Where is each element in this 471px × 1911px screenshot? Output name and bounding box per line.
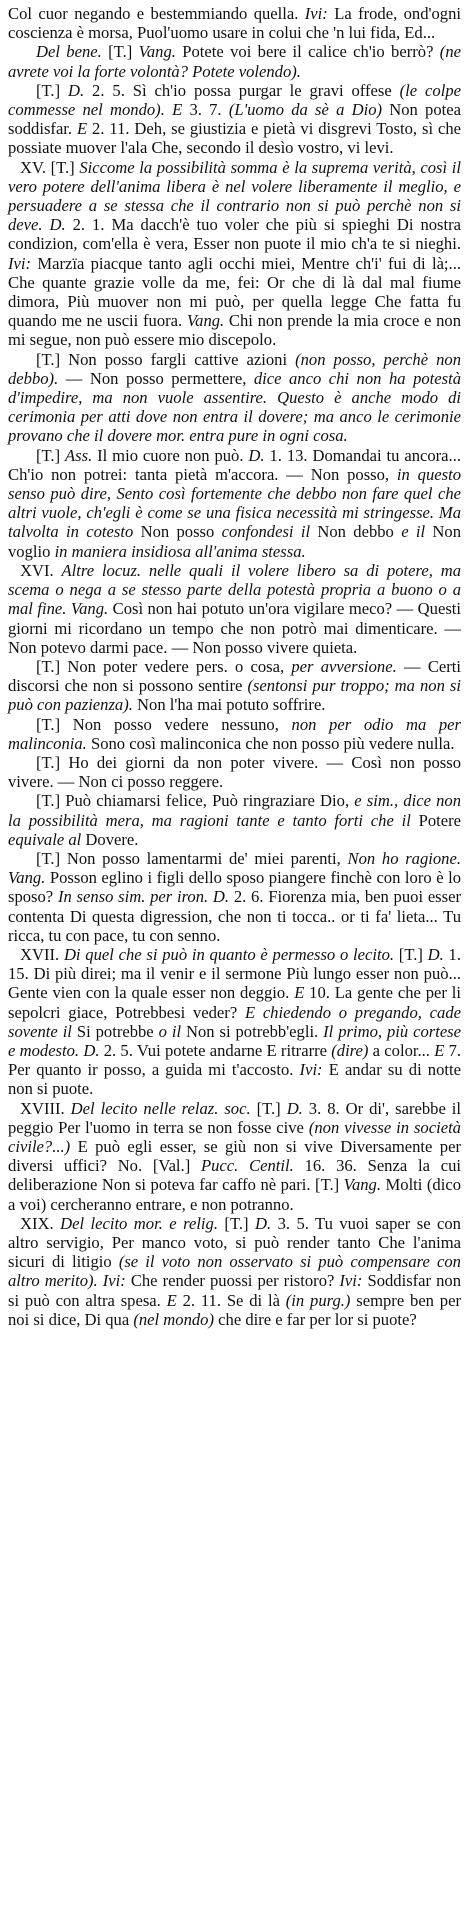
text-run: [T.] Ho dei giorni da non poter vivere. — Così non posso vivere. — Non ci posso reggere.	[8, 752, 461, 792]
paragraph	[8, 158, 461, 350]
text-run: [T.]	[36, 445, 66, 465]
text-run: — Non posso permettere,	[58, 368, 254, 388]
italic-text: Ivi:	[8, 253, 32, 273]
italic-text: in maniera insidiosa all'anima stessa.	[54, 541, 306, 561]
italic-text: Vang.	[186, 311, 225, 331]
italic-text: (non posso, perchè non debbo).	[8, 349, 461, 388]
italic-text: Sento così fortemente che debbo non fare quel che altri vuole, ch'egli è come se una fisica necessità mi stringesse. Ma talvolta in cotesto	[8, 484, 461, 542]
text-run: [T.]	[101, 42, 139, 62]
paragraph	[8, 657, 461, 715]
italic-text: Ivi:	[339, 1271, 363, 1291]
italic-text: D.	[248, 445, 265, 465]
text-run: Così non hai potuto un'ora vigilare meco? — Questi giorni mi ricordano un tempo che non potrò mai dimenticare. — Non potevo darmi pace. — Non posso vivere quieta.	[8, 599, 461, 657]
italic-text: Ivi:	[299, 1060, 323, 1080]
text-run: [T.]	[250, 1098, 287, 1118]
text-run: E può egli esser, se giù non si vive Diversamente per diversi uffici? No. [Val.]	[8, 1136, 461, 1176]
italic-text: Vang.	[343, 1175, 382, 1195]
text-run: Sono così malinconica che non posso più vedere nulla.	[86, 733, 455, 753]
italic-text: D.	[254, 1213, 272, 1233]
paragraph	[8, 446, 461, 561]
paragraph	[8, 4, 461, 42]
text-run: XVII.	[20, 944, 64, 964]
text-run: Soddisfar non si può con altra spesa.	[8, 1271, 462, 1310]
text-run: Potere	[410, 810, 461, 830]
text-run: E andar su di notte non si puote.	[8, 1060, 461, 1099]
text-run: 1. 15. Di più direi; ma il venir e il sermone Più lungo esser non può... Gente vien con la quale esser non deggio.	[8, 944, 462, 1003]
italic-text: (nel mondo)	[133, 1309, 215, 1329]
paragraph	[8, 350, 461, 446]
text-run: XVI.	[20, 560, 62, 580]
text-run: Non si potrebb'egli.	[181, 1021, 324, 1041]
text-run: 3. 8. Or di', sarebbe il peggio Per l'uomo in terra se non fosse cive	[8, 1098, 462, 1137]
text-run: — Certi discorsi che non si possono sentire	[8, 656, 461, 696]
paragraph	[8, 1214, 461, 1329]
text-run: Non debbo	[310, 522, 402, 542]
text-run: Si potrebbe	[71, 1021, 159, 1041]
italic-text: E	[166, 1290, 177, 1310]
italic-text: (se il voto non osservato si può compensare con altro merito).	[8, 1252, 461, 1291]
text-run: Marzïa piacque tanto agli occhi miei, Mentre ch'i' fui di là;... Che quante grazie volle da me, fei: Or che di là dal mal fiume dimora, Più muover non mi può, per quella legge Che fatta fu quando me ne uscii fuora.	[8, 253, 461, 331]
italic-text: confondesi il	[221, 522, 311, 542]
italic-text: D.	[68, 80, 85, 100]
italic-text: Ass.	[65, 445, 93, 465]
italic-text: Ivi:	[102, 1271, 126, 1291]
paragraph	[8, 1099, 461, 1214]
italic-text: E	[294, 983, 305, 1003]
text-run: Non posso	[133, 522, 222, 542]
italic-text: (dire)	[331, 1040, 369, 1060]
text-run: che dire e far per lor si puote?	[214, 1309, 417, 1329]
text-run: Potete voi bere il calice ch'io berrò?	[175, 42, 440, 62]
italic-text: Pucc. Centil.	[201, 1156, 294, 1176]
text-run: 2. 11. Se di là	[176, 1290, 286, 1310]
italic-text: (in purg.)	[285, 1290, 351, 1310]
text-run: Che render puossi per ristoro?	[125, 1271, 340, 1291]
text-run: 2. 6. Fiorenza mia, ben puoi esser contenta Di questa digression, che non ti tocca.. or ti fa' lieta... Tu ricca, tu con pace, tu con senno.	[8, 887, 461, 945]
italic-text: (sentonsi pur troppo; ma non si può con pazienza).	[8, 676, 461, 715]
text-run: Molti (dico a voi) cercheranno entrare, e non potranno.	[8, 1175, 461, 1214]
text-run: Il mio cuore non può.	[92, 445, 249, 465]
text-run: [T.] Non posso vedere nessuno,	[36, 714, 292, 734]
page-text	[8, 4, 461, 1329]
text-run: 2. 1. Ma dacch'è tuo voler che più si spieghi Di nostra condizion, com'ella è vera, Esser non puote il mio ch'a te si nieghi.	[8, 215, 461, 254]
italic-text: e il	[401, 522, 426, 542]
italic-text: (L'uomo da sè a Dio)	[228, 100, 383, 120]
paragraph	[8, 81, 461, 158]
text-run: [T.]	[217, 1213, 255, 1233]
text-run: La frode, ond'ogni coscienza è morsa, Puol'uomo usare in colui che 'n lui fida, Ed...	[8, 4, 461, 43]
text-run: XV. [T.]	[20, 157, 80, 177]
italic-text: Non ho ragione. Vang.	[8, 848, 461, 888]
text-run: 2. 5. Sì ch'io possa purgar le gravi offese	[84, 80, 400, 100]
text-run	[165, 100, 172, 119]
text-run: [T.] Non posso fargli cattive azioni	[36, 349, 296, 369]
italic-text: e sim., dice non la possibilità mera, ma ragioni tante e tanto forti che il	[8, 791, 461, 830]
text-run: XIX.	[20, 1213, 61, 1233]
paragraph	[8, 42, 461, 80]
italic-text: D.	[286, 1098, 303, 1118]
text-run: 1. 13. Domandai tu ancora... Ch'io non potrei: tanta pietà m'accora. — Non posso,	[8, 445, 461, 484]
italic-text: non per odio ma per malinconia.	[8, 714, 462, 753]
italic-text: Del bene.	[36, 42, 102, 62]
text-run: [T.]	[36, 80, 69, 100]
italic-text: Il primo, più cortese e modesto. D.	[8, 1021, 462, 1060]
italic-text: dice anco chi non ha potestà d'impedire, ma non vuole assentire. Questo è anche modo di cerimonia per atti dove non entra il dovere; ma anco le cerimonie provano che il dovere mor. entra pure in ogni cosa.	[8, 368, 461, 446]
paragraph	[8, 945, 461, 1099]
text-run: 16. 36. Senza la cui deliberazione Non si poteva far caffo nè pari. [T.]	[8, 1156, 461, 1195]
paragraph	[8, 753, 461, 791]
paragraph	[8, 849, 461, 945]
text-run: [T.]	[394, 944, 428, 964]
paragraph	[8, 791, 461, 849]
paragraph	[8, 715, 461, 753]
italic-text: Vang.	[138, 42, 176, 62]
text-run: 2. 11. Deh, se giustizia e pietà vi disgrevi Tosto, sì che possiate muover l'ala Che, secondo il desìo vostro, vi levi.	[8, 119, 461, 158]
text-run: 7. Per quanto ir posso, a guida mi t'accosto.	[8, 1040, 462, 1080]
text-run: 3. 5. Tu vuoi saper se con altro servigio, Per manco voto, si può render tanto Che l'anima sicuri di litigio	[8, 1213, 461, 1272]
text-run: sempre ben per noi si dice, Di qua	[8, 1290, 461, 1329]
text-run: 3. 7.	[182, 100, 229, 120]
italic-text: (ne avrete voi la forte volontà? Potete volendo).	[8, 42, 461, 81]
paragraph	[8, 561, 461, 657]
italic-text: D.	[427, 944, 444, 964]
italic-text: per avversione.	[291, 656, 397, 676]
italic-text: Ivi:	[304, 4, 328, 23]
italic-text: equivale al	[8, 829, 82, 849]
text-run: [T.] Può chiamarsi felice, Può ringraziare Dio,	[36, 791, 355, 811]
italic-text: E chiedendo o pregando, cade sovente il	[8, 1002, 461, 1041]
text-run: 2. 5. Vui potete andarne E ritrarre	[99, 1040, 332, 1060]
italic-text: E	[434, 1040, 445, 1060]
italic-text: (non vivesse in società civile?...)	[8, 1117, 461, 1156]
italic-text: in questo senso può dire,	[8, 464, 461, 504]
italic-text: E	[76, 119, 88, 139]
italic-text: E	[172, 100, 183, 120]
text-run: XVIII.	[20, 1098, 71, 1118]
text-run: a color...	[368, 1040, 435, 1060]
text-run: Non voglio	[8, 522, 462, 561]
italic-text: Di quel che si può in quanto è permesso o lecito.	[63, 944, 395, 964]
text-run	[43, 215, 50, 234]
italic-text: Altre locuz. nelle quali il volere libero sa di potere, ma scema o nega a se stesso parte della potestà propria a buono o a mal fine. Vang.	[8, 560, 461, 619]
text-run: Posson eglino i figli dello sposo piangere finchè con loro è lo sposo?	[8, 868, 461, 907]
italic-text: o il	[158, 1021, 182, 1041]
text-run: 10. La gente che per li sepolcri giace, Potrebbesi veder?	[8, 983, 461, 1022]
italic-text: In senso sim. per iron. D.	[57, 887, 230, 907]
text-run: Non potea soddisfar.	[8, 100, 461, 139]
italic-text: D.	[49, 215, 66, 235]
italic-text: Siccome la possibilità somma è la suprema verità, così il vero potere dell'anima libera è nel volere liberamente il meglio, e persuadere a se stessa che il contrario non si può perchè non si deve.	[8, 157, 461, 235]
text-run: [T.] Non poter vedere pers. o cosa,	[36, 656, 292, 676]
italic-text: Del lecito mor. e relig.	[60, 1213, 218, 1233]
text-run: Non l'ha mai potuto soffrire.	[132, 695, 326, 715]
text-run: [T.] Non posso lamentarmi de' miei parenti,	[36, 848, 348, 868]
text-run: Col cuor negando e bestemmiando quella.	[8, 4, 305, 23]
italic-text: (le colpe commesse nel mondo).	[8, 80, 461, 120]
text-run: Dovere.	[81, 829, 139, 849]
italic-text: Del lecito nelle relaz. soc.	[70, 1098, 251, 1118]
text-run: Chi non prende la mia croce e non mi segue, non può essere mio discepolo.	[8, 311, 461, 350]
